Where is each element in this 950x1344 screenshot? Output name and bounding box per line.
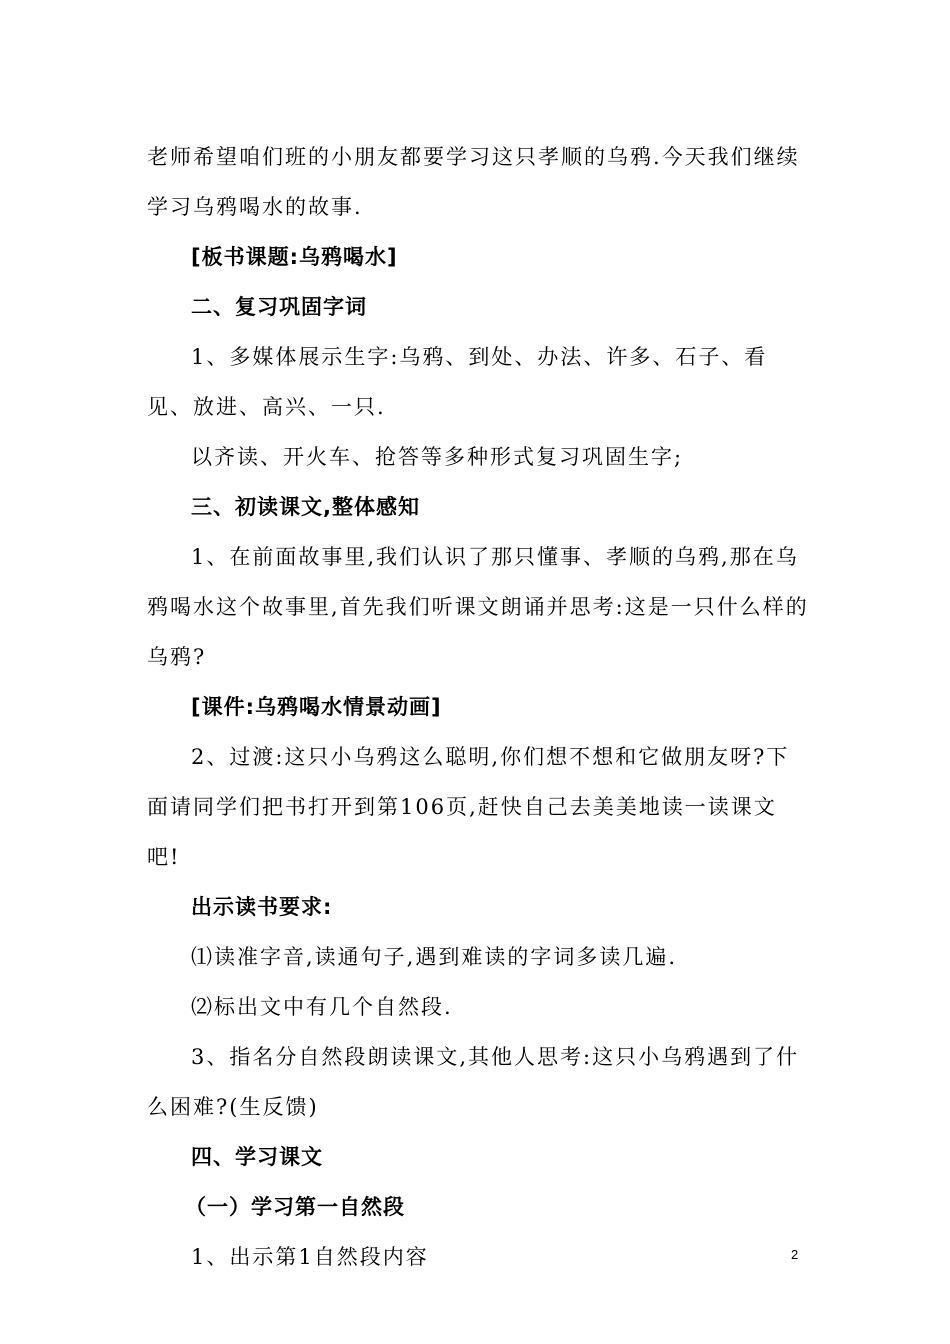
paragraph-review-methods: 以齐读、开火车、抢答等多种形式复习巩固生字; [191,445,684,469]
paragraph-listen-question: 1、在前面故事里,我们认识了那只懂事、孝顺的乌鸦,那在乌鸦喝水这个故事里,首先我们听课文朗诵并思考:这是一只什么样的乌鸦? [147,545,809,669]
paragraph-show-first: 1、出示第1自然段内容 [191,1245,429,1269]
paragraph-intro: 老师希望咱们班的小朋友都要学习这只孝顺的乌鸦.今天我们继续学习乌鸦喝水的故事. [147,145,800,219]
reading-requirements-heading: 出示读书要求: [191,895,333,919]
subsection-heading-first-paragraph: （一）学习第一自然段 [185,1195,405,1219]
requirement-item-2: ⑵标出文中有几个自然段. [191,995,453,1019]
section-heading-study-text: 四、学习课文 [191,1145,323,1169]
section-heading-first-reading: 三、初读课文,整体感知 [191,495,420,519]
requirement-item-1: ⑴读准字音,读通句子,遇到难读的字词多读几遍. [191,945,678,969]
courseware-note: [课件:乌鸦喝水情景动画] [191,695,442,719]
page-number: 2 [791,1247,799,1262]
paragraph-new-words: 1、多媒体展示生字:乌鸦、到处、办法、许多、石子、看见、放进、高兴、一只. [147,345,768,419]
paragraph-transition: 2、过渡:这只小乌鸦这么聪明,你们想不想和它做朋友呀?下面请同学们把书打开到第106页,赶快自己去美美地读一读课文吧! [147,745,790,869]
section-heading-review: 二、复习巩固字词 [191,295,367,319]
document-body [147,132,809,1282]
board-title-note: [板书课题:乌鸦喝水] [191,245,398,269]
paragraph-paragraph-reading: 3、指名分自然段朗读课文,其他人思考:这只小乌鸦遇到了什么困难?(生反馈) [147,1045,800,1119]
